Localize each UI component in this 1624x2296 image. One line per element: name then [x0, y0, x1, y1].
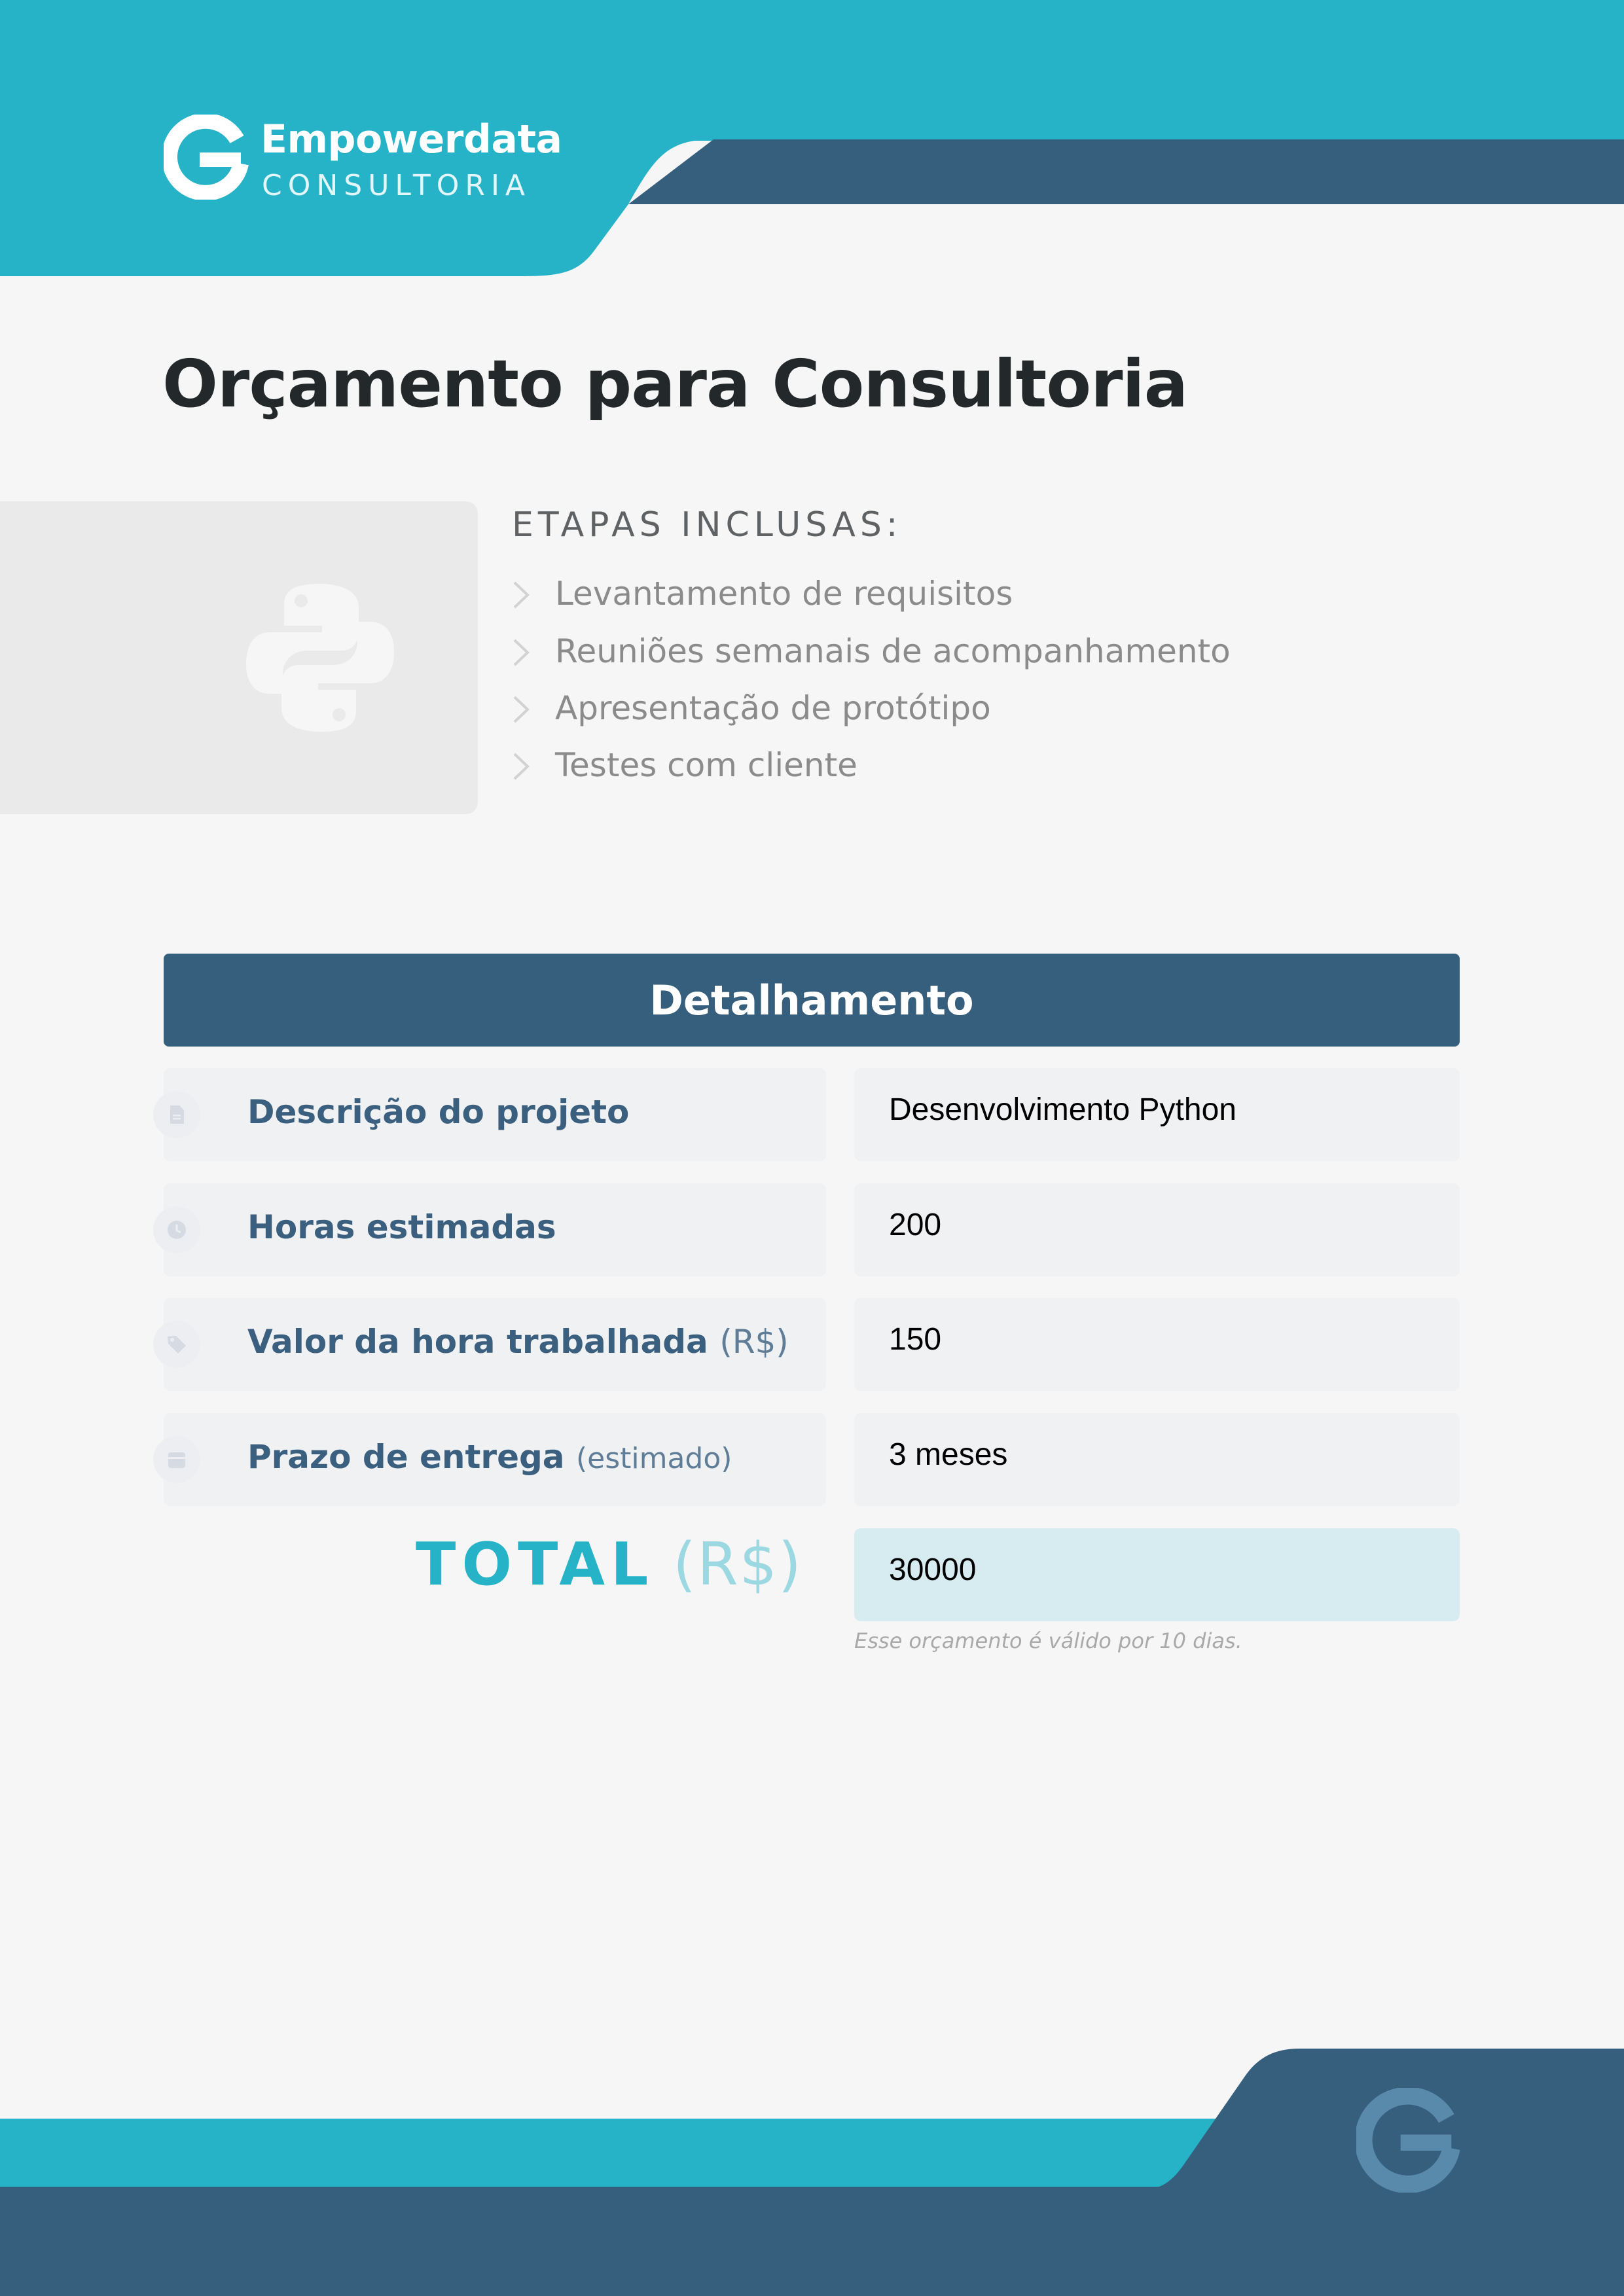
footer-logo-icon	[1356, 2088, 1461, 2193]
document-icon	[153, 1091, 200, 1138]
details-value-cell	[854, 1413, 1460, 1506]
hourly-rate-value: 150	[889, 1322, 942, 1357]
stage-label: Levantamento de requisitos	[555, 575, 1013, 613]
delivery-time-value: 3 meses	[889, 1437, 1008, 1472]
details-label-suffix: (estimado)	[575, 1442, 732, 1475]
total-value: 30000	[889, 1552, 977, 1587]
details-label-text: Horas estimadas	[247, 1208, 556, 1246]
stages-heading: ETAPAS INCLUSAS:	[512, 505, 903, 545]
details-label-cell	[164, 1298, 826, 1391]
details-label	[247, 1093, 629, 1131]
details-label-text: Valor da hora trabalhada	[247, 1323, 708, 1361]
calendar-icon	[153, 1436, 200, 1483]
details-value-cell	[854, 1183, 1460, 1276]
stage-label: Apresentação de protótipo	[555, 689, 991, 727]
chevron-right-icon	[512, 694, 530, 725]
details-value-cell	[854, 1298, 1460, 1391]
estimated-hours-value: 200	[889, 1208, 942, 1242]
brand-logo-icon	[164, 115, 249, 200]
chevron-right-icon	[512, 751, 530, 781]
details-label	[247, 1208, 556, 1246]
details-label-cell	[164, 1413, 826, 1506]
stage-label: Testes com cliente	[555, 746, 857, 784]
details-heading: Detalhamento	[164, 954, 1460, 1047]
total-label-text: TOTAL	[416, 1530, 655, 1599]
total-label	[416, 1530, 803, 1599]
details-label	[247, 1323, 789, 1361]
total-currency: (R$)	[672, 1530, 803, 1599]
python-icon	[244, 581, 397, 734]
details-label	[247, 1438, 732, 1476]
validity-note: Esse orçamento é válido por 10 dias.	[854, 1628, 1242, 1653]
project-description-value: Desenvolvimento Python	[889, 1092, 1236, 1127]
chevron-right-icon	[512, 637, 530, 668]
clock-icon	[153, 1206, 200, 1253]
tag-icon	[153, 1321, 200, 1368]
details-label-text: Descrição do projeto	[247, 1093, 630, 1131]
page-title: Orçamento para Consultoria	[162, 346, 1188, 422]
details-label-cell	[164, 1183, 826, 1276]
details-label-cell	[164, 1068, 826, 1161]
total-value-cell	[854, 1528, 1460, 1621]
details-value-cell	[854, 1068, 1460, 1161]
image-placeholder	[0, 501, 478, 814]
brand-subtitle: CONSULTORIA	[262, 169, 532, 202]
stage-label: Reuniões semanais de acompanhamento	[555, 632, 1231, 670]
brand-name: Empowerdata	[261, 117, 562, 162]
details-label-text: Prazo de entrega	[247, 1438, 565, 1476]
details-label-suffix: (R$)	[719, 1323, 789, 1361]
chevron-right-icon	[512, 580, 530, 610]
